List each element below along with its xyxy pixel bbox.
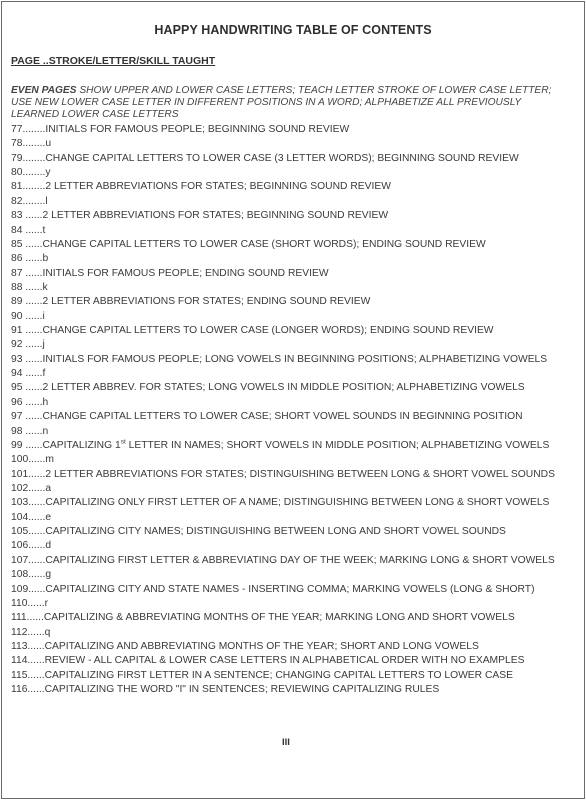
toc-entry-page: 95 xyxy=(11,382,23,394)
toc-entry-page: 102 xyxy=(11,482,29,494)
toc-entry-text: CAPITALIZING ONLY FIRST LETTER OF A NAME; DISTINGUISHING BETWEEN LONG & SHORT VOWELS xyxy=(45,497,550,509)
toc-entry xyxy=(11,123,576,137)
toc-entry-leader: ...... xyxy=(27,655,45,667)
toc-entry-page: 89 xyxy=(11,296,23,308)
toc-entry-text: y xyxy=(45,167,51,179)
toc-list xyxy=(11,123,576,697)
toc-entry xyxy=(11,137,576,151)
toc-entry xyxy=(11,453,576,467)
toc-entry-leader: ...... xyxy=(22,425,43,437)
toc-entry-leader: ...... xyxy=(27,626,45,638)
toc-entry-page: 88 xyxy=(11,281,23,293)
toc-entry xyxy=(11,224,576,238)
toc-entry-text: a xyxy=(45,482,52,494)
toc-entry-page: 91 xyxy=(11,325,23,337)
toc-entry-page: 100 xyxy=(11,454,29,466)
toc-entry xyxy=(11,511,576,525)
toc-entry-page: 110 xyxy=(11,597,28,609)
toc-entry-leader: ........ xyxy=(22,138,46,150)
toc-entry-leader: ...... xyxy=(27,669,45,681)
toc-entry xyxy=(11,310,576,324)
toc-entry-page: 78 xyxy=(11,138,23,150)
toc-entry xyxy=(11,654,576,668)
toc-entry xyxy=(11,568,576,582)
toc-entry-page: 94 xyxy=(11,368,23,380)
toc-entry-page: 92 xyxy=(11,339,23,351)
toc-entry-page: 112 xyxy=(11,626,28,638)
toc-entry xyxy=(11,209,576,223)
toc-entry-leader: ...... xyxy=(27,684,45,696)
toc-entry xyxy=(11,195,576,209)
toc-entry-text: REVIEW - ALL CAPITAL & LOWER CASE LETTERS IN ALPHABETICAL ORDER WITH NO EXAMPLES xyxy=(44,655,525,667)
toc-entry-page: 82 xyxy=(11,195,23,207)
toc-entry-page: 84 xyxy=(11,224,23,236)
toc-entry-leader: ........ xyxy=(22,152,46,164)
toc-entry-page: 90 xyxy=(11,310,23,322)
toc-entry-page: 86 xyxy=(11,253,23,265)
toc-entry-text: r xyxy=(44,597,49,609)
toc-entry-leader: ...... xyxy=(28,482,46,494)
toc-entry-page: 93 xyxy=(11,353,23,365)
toc-entry-page: 108 xyxy=(11,569,29,581)
toc-entry-text: f xyxy=(42,368,46,380)
document-title: HAPPY HANDWRITING TABLE OF CONTENTS xyxy=(154,23,432,37)
toc-entry-leader: ...... xyxy=(22,210,43,222)
toc-entry-page: 77 xyxy=(11,124,23,135)
toc-entry-page: 111 xyxy=(11,612,27,624)
toc-entry-page: 114 xyxy=(11,655,28,667)
toc-entry xyxy=(11,669,576,683)
toc-entry-leader: ...... xyxy=(22,238,43,250)
toc-entry-leader: ........ xyxy=(22,195,46,207)
toc-entry-text: d xyxy=(45,540,52,552)
toc-entry-text: CAPITALIZING 1 xyxy=(42,439,121,451)
toc-entry-text: CAPITALIZING AND ABBREVIATING MONTHS OF THE YEAR; SHORT AND LONG VOWELS xyxy=(44,640,479,652)
toc-entry-leader: ........ xyxy=(22,181,46,193)
toc-entry-page: 85 xyxy=(11,238,23,250)
toc-entry xyxy=(11,295,576,309)
toc-entry xyxy=(11,482,576,496)
toc-entry xyxy=(11,683,576,697)
toc-entry xyxy=(11,252,576,266)
toc-entry-page: 109 xyxy=(11,583,29,595)
toc-entry xyxy=(11,626,576,640)
toc-entry-text: 2 LETTER ABBREVIATIONS FOR STATES; DISTINGUISHING BETWEEN LONG & SHORT VOWEL SOUNDS xyxy=(45,468,555,480)
toc-entry-text: INITIALS FOR FAMOUS PEOPLE; BEGINNING SOUND REVIEW xyxy=(45,124,350,135)
toc-entry-text: m xyxy=(45,454,54,466)
toc-entry-text: e xyxy=(45,511,52,523)
toc-entry xyxy=(11,166,576,180)
toc-entry-text: k xyxy=(42,281,48,293)
toc-entry-text: t xyxy=(42,224,46,236)
toc-entry-text: CHANGE CAPITAL LETTERS TO LOWER CASE (LONGER WORDS); ENDING SOUND REVIEW xyxy=(42,325,494,337)
toc-entry-leader: ...... xyxy=(22,382,43,394)
toc-entry xyxy=(11,381,576,395)
toc-entry xyxy=(11,238,576,252)
toc-entry-text: h xyxy=(42,396,49,408)
toc-entry-leader: ...... xyxy=(22,325,43,337)
intro-paragraph xyxy=(11,85,571,121)
toc-entry xyxy=(11,525,576,539)
toc-entry-page: 115 xyxy=(11,669,28,681)
toc-entry-leader: ...... xyxy=(22,224,43,236)
toc-entry-leader: ...... xyxy=(22,396,43,408)
toc-entry-leader: ...... xyxy=(28,526,46,538)
toc-entry xyxy=(11,539,576,553)
toc-entry-page: 79 xyxy=(11,152,23,164)
toc-entry-text: g xyxy=(45,569,52,581)
toc-entry-page: 98 xyxy=(11,425,23,437)
toc-entry-text: j xyxy=(42,339,45,351)
toc-entry-text: 2 LETTER ABBREVIATIONS FOR STATES; BEGINNING SOUND REVIEW xyxy=(42,210,389,222)
toc-entry-page: 81 xyxy=(11,181,23,193)
toc-entry-page: 96 xyxy=(11,396,23,408)
toc-entry-leader: ...... xyxy=(28,554,46,566)
toc-entry xyxy=(11,611,576,625)
toc-entry-text: CAPITALIZING FIRST LETTER & ABBREVIATING DAY OF THE WEEK; MARKING LONG & SHORT VOWELS xyxy=(45,554,555,566)
toc-entry-leader: ...... xyxy=(28,454,46,466)
toc-entry-text: 2 LETTER ABBREVIATIONS FOR STATES; ENDING SOUND REVIEW xyxy=(42,296,371,308)
toc-entry-page: 83 xyxy=(11,210,23,222)
toc-entry-text: i xyxy=(42,310,45,322)
toc-entry-leader: ...... xyxy=(22,253,43,265)
page-number: III xyxy=(282,737,290,748)
toc-entry-leader: ...... xyxy=(22,296,43,308)
toc-entry xyxy=(11,180,576,194)
toc-entry-text: b xyxy=(42,253,49,265)
toc-entry-leader: ...... xyxy=(22,439,43,451)
toc-entry-text: CHANGE CAPITAL LETTERS TO LOWER CASE; SHORT VOWEL SOUNDS IN BEGINNING POSITION xyxy=(42,411,523,423)
toc-entry xyxy=(11,367,576,381)
toc-entry-text: INITIALS FOR FAMOUS PEOPLE; ENDING SOUND REVIEW xyxy=(42,267,329,279)
toc-entry-text-after: LETTER IN NAMES; SHORT VOWELS IN MIDDLE POSITION; ALPHABETIZING VOWELS xyxy=(125,439,550,451)
toc-entry-leader: ...... xyxy=(28,583,46,595)
toc-entry-text: CAPITALIZING CITY NAMES; DISTINGUISHING BETWEEN LONG AND SHORT VOWEL SOUNDS xyxy=(45,526,506,538)
toc-entry xyxy=(11,396,576,410)
toc-entry-text: CAPITALIZING THE WORD "I" IN SENTENCES; REVIEWING CAPITALIZING RULES xyxy=(44,684,440,696)
toc-entry-leader: ...... xyxy=(28,540,46,552)
toc-entry-text: CAPITALIZING FIRST LETTER IN A SENTENCE; CHANGING CAPITAL LETTERS TO LOWER CASE xyxy=(44,669,514,681)
toc-entry-text: INITIALS FOR FAMOUS PEOPLE; LONG VOWELS IN BEGINNING POSITIONS; ALPHABETIZING VOWELS xyxy=(42,353,548,365)
toc-entry-leader: ........ xyxy=(22,167,46,179)
toc-entry-page: 104 xyxy=(11,511,29,523)
toc-entry xyxy=(11,554,576,568)
intro-text: SHOW UPPER AND LOWER CASE LETTERS; TEACH LETTER STROKE OF LOWER CASE LETTER; USE NEW LOWER CASE LETTER IN DIFFERENT POSITIONS IN A WORD; ALPHABETIZE ALL PREVIOUSLY LEARNED LOWER CASE LETTERS xyxy=(11,85,552,120)
toc-entry-leader: ...... xyxy=(22,267,43,279)
toc-entry xyxy=(11,152,576,166)
toc-entry-leader: ...... xyxy=(22,339,43,351)
toc-entry xyxy=(11,281,576,295)
toc-entry-text: u xyxy=(45,138,52,150)
toc-entry-leader: ...... xyxy=(27,597,45,609)
toc-entry-text: n xyxy=(42,425,49,437)
column-header: PAGE ..STROKE/LETTER/SKILL TAUGHT xyxy=(11,55,216,67)
toc-entry-page: 116 xyxy=(11,684,28,696)
toc-entry-page: 80 xyxy=(11,167,23,179)
toc-entry-text: CHANGE CAPITAL LETTERS TO LOWER CASE (3 LETTER WORDS); BEGINNING SOUND REVIEW xyxy=(45,152,519,164)
toc-entry xyxy=(11,338,576,352)
toc-entry xyxy=(11,410,576,424)
toc-entry-page: 101 xyxy=(11,468,29,480)
intro-lead: EVEN PAGES xyxy=(11,85,77,96)
toc-entry-text: 2 LETTER ABBREVIATIONS FOR STATES; BEGINNING SOUND REVIEW xyxy=(45,181,391,193)
toc-entry-text: 2 LETTER ABBREV. FOR STATES; LONG VOWELS IN MIDDLE POSITION; ALPHABETIZING VOWELS xyxy=(42,382,525,394)
toc-entry-leader: ...... xyxy=(22,281,43,293)
toc-entry-superscript: st xyxy=(120,438,126,446)
toc-entry-page: 106 xyxy=(11,540,29,552)
toc-entry-page: 99 xyxy=(11,439,23,451)
toc-entry xyxy=(11,468,576,482)
toc-entry-page: 105 xyxy=(11,526,29,538)
toc-entry-leader: ...... xyxy=(28,569,46,581)
toc-entry-leader: ...... xyxy=(28,468,46,480)
toc-entry-leader: ...... xyxy=(22,310,43,322)
toc-entry xyxy=(11,496,576,510)
toc-entry xyxy=(11,439,576,453)
toc-entry-page: 87 xyxy=(11,267,23,279)
toc-entry xyxy=(11,324,576,338)
toc-entry-text: l xyxy=(45,195,48,207)
toc-entry-text: CHANGE CAPITAL LETTERS TO LOWER CASE (SHORT WORDS); ENDING SOUND REVIEW xyxy=(42,238,486,250)
toc-entry-leader: ...... xyxy=(22,368,43,380)
toc-entry-leader: ...... xyxy=(22,353,43,365)
toc-entry-text: CAPITALIZING CITY AND STATE NAMES - INSERTING COMMA; MARKING VOWELS (LONG & SHORT) xyxy=(45,583,535,595)
toc-entry xyxy=(11,583,576,597)
toc-entry-leader: ...... xyxy=(27,640,45,652)
toc-entry-page: 103 xyxy=(11,497,29,509)
toc-entry-page: 97 xyxy=(11,411,23,423)
toc-entry xyxy=(11,353,576,367)
toc-entry xyxy=(11,425,576,439)
toc-entry xyxy=(11,597,576,611)
toc-entry-leader: ...... xyxy=(28,497,46,509)
toc-entry-text: q xyxy=(44,626,51,638)
toc-entry-text: CAPITALIZING & ABBREVIATING MONTHS OF THE YEAR; MARKING LONG AND SHORT VOWELS xyxy=(43,612,515,624)
toc-entry-leader: ...... xyxy=(26,612,44,624)
toc-entry xyxy=(11,640,576,654)
toc-entry-page: 107 xyxy=(11,554,29,566)
toc-entry-leader: ........ xyxy=(22,124,46,135)
toc-entry-leader: ...... xyxy=(22,411,43,423)
toc-entry-leader: ...... xyxy=(28,511,46,523)
toc-entry xyxy=(11,267,576,281)
toc-entry-page: 113 xyxy=(11,640,28,652)
